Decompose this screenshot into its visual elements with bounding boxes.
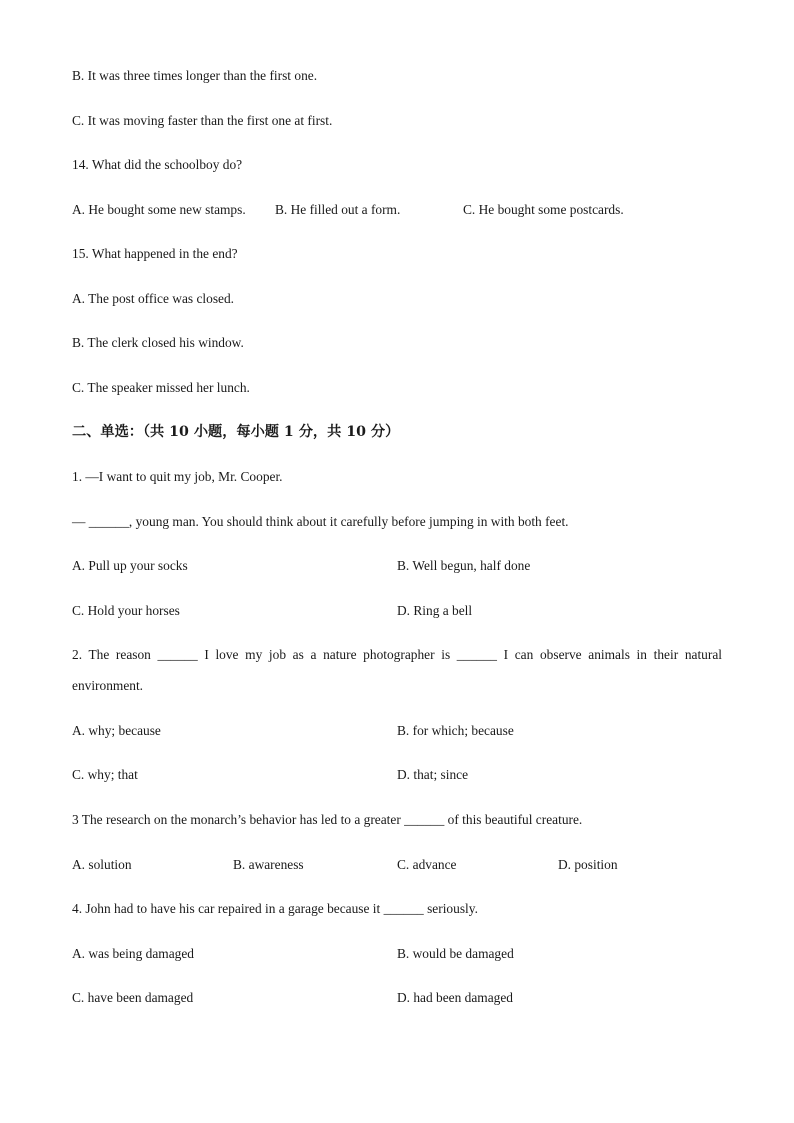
q15-option-b: B. The clerk closed his window.	[72, 335, 244, 350]
sq3-option-c: C. advance	[397, 857, 457, 872]
sq1-option-d: D. Ring a bell	[397, 603, 473, 618]
q15-option-c: C. The speaker missed her lunch.	[72, 380, 250, 395]
q14-question: 14. What did the schoolboy do?	[72, 157, 243, 172]
section-heading: 二、单选：（共 10 小题，每小题 1 分，共 10 分）	[72, 424, 400, 440]
sq2-line2: environment.	[72, 678, 144, 693]
sq1-option-c: C. Hold your horses	[72, 603, 180, 618]
q13-option-c: C. It was moving faster than the first one at first.	[72, 113, 333, 128]
q14-option-a: A. He bought some new stamps.	[72, 202, 246, 217]
q15-question: 15. What happened in the end?	[72, 246, 238, 261]
sq4-option-d: D. had been damaged	[397, 990, 514, 1005]
sq1-option-a: A. Pull up your socks	[72, 558, 188, 573]
sq1-line2: — ______, young man. You should think about it carefully before jumping in with both feet.	[72, 514, 569, 529]
q14-option-b: B. He filled out a form.	[275, 202, 401, 217]
sq3-option-a: A. solution	[72, 857, 132, 872]
sq3-option-b: B. awareness	[233, 857, 304, 872]
sq3-line1: 3 The research on the monarch’s behavior has led to a greater ______ of this beautiful creature.	[72, 812, 583, 827]
q14-option-c: C. He bought some postcards.	[463, 202, 624, 217]
sq3-option-d: D. position	[558, 857, 618, 872]
q13-option-b: B. It was three times longer than the first one.	[72, 68, 318, 83]
q15-option-a: A. The post office was closed.	[72, 291, 235, 306]
sq2-option-a: A. why; because	[72, 723, 161, 738]
sq4-line1: 4. John had to have his car repaired in a garage because it ______ seriously.	[72, 901, 478, 916]
sq1-option-b: B. Well begun, half done	[397, 558, 531, 573]
sq1-line1: 1. —I want to quit my job, Mr. Cooper.	[72, 469, 283, 484]
sq4-option-c: C. have been damaged	[72, 990, 194, 1005]
sq2-option-c: C. why; that	[72, 767, 138, 782]
sq2-option-b: B. for which; because	[397, 723, 514, 738]
sq4-option-b: B. would be damaged	[397, 946, 514, 961]
sq2-line1: 2. The reason ______ I love my job as a nature photographer is ______ I can observe animals in their natural	[72, 647, 722, 662]
sq2-option-d: D. that; since	[397, 767, 469, 782]
sq4-option-a: A. was being damaged	[72, 946, 194, 961]
